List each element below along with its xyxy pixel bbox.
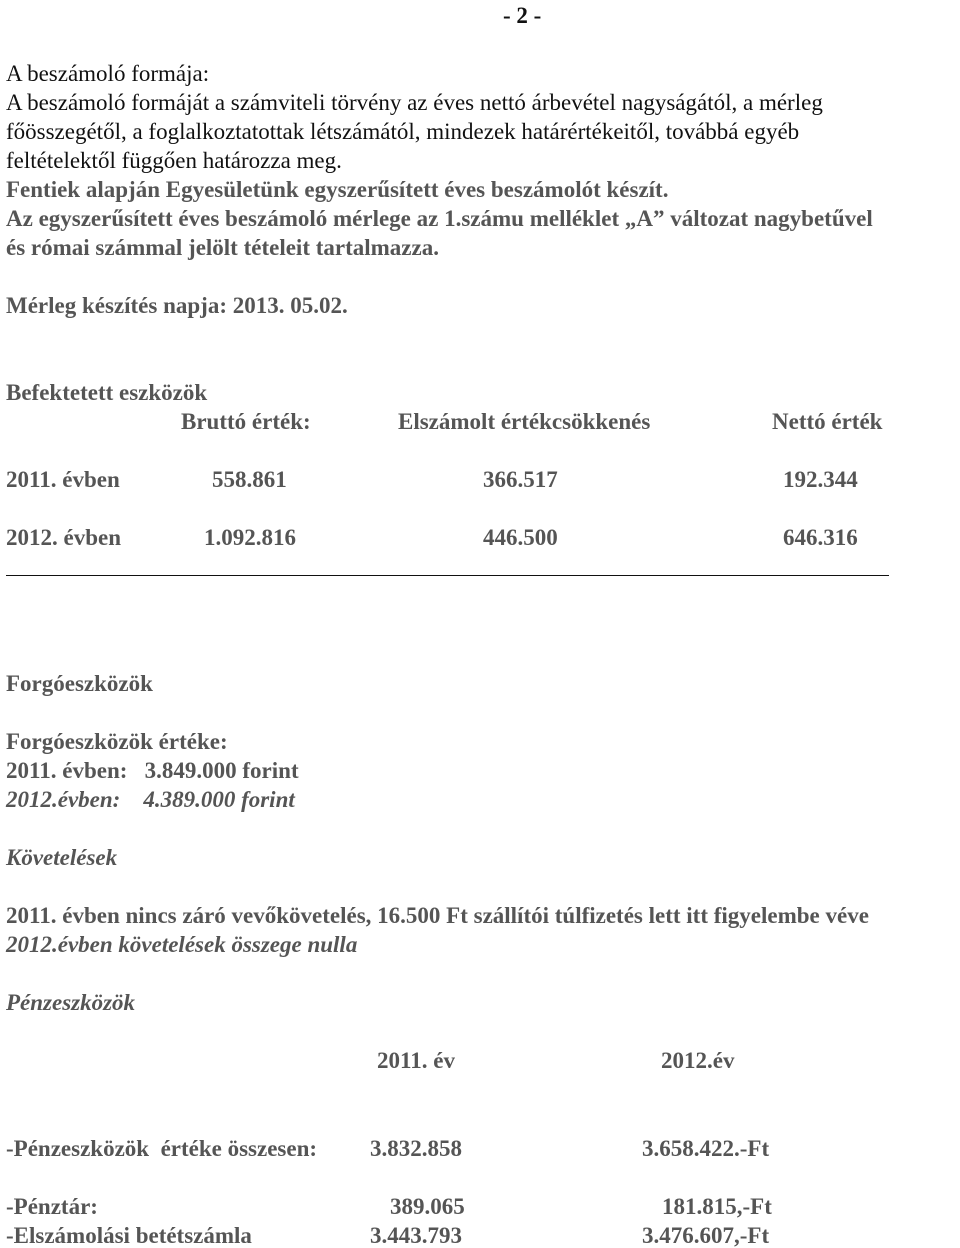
fixed-assets-year: 2011. évben	[6, 467, 120, 492]
paragraph-line: Az egyszerűsített éves beszámoló mérlege az 1.számu melléklet „A” változat nagybetűvel	[6, 206, 873, 231]
cash-row-label: -Pénztár:	[6, 1194, 98, 1219]
fixed-assets-year: 2012. évben	[6, 525, 121, 550]
paragraph-line: és római számmal jelölt tételeit tartalmazza.	[6, 235, 439, 260]
fixed-assets-depreciation: 446.500	[483, 525, 558, 550]
cash-column-2012: 2012.év	[661, 1048, 735, 1073]
fixed-assets-net: 646.316	[783, 525, 858, 550]
cash-column-2011: 2011. év	[377, 1048, 455, 1073]
current-assets-title: Forgóeszközök	[6, 671, 153, 696]
cash-row-2012: 3.476.607,-Ft	[642, 1223, 770, 1248]
cash-row-2012: 3.658.422.-Ft	[642, 1136, 770, 1161]
fixed-assets-net: 192.344	[783, 467, 858, 492]
fixed-assets-gross: 558.861	[212, 467, 287, 492]
column-header-gross: Bruttó érték:	[181, 409, 311, 434]
cash-row-label: -Pénzeszközök értéke összesen:	[6, 1136, 318, 1161]
section-divider	[6, 575, 889, 576]
paragraph-line: Fentiek alapján Egyesületünk egyszerűsített éves beszámolót készít.	[6, 177, 669, 202]
fixed-assets-title: Befektetett eszközök	[6, 380, 208, 405]
cash-title: Pénzeszközök	[6, 990, 136, 1015]
paragraph-line: főösszegétől, a foglalkoztatottak létszámától, mindezek határértékeitől, továbbá egyéb	[6, 119, 800, 144]
cash-row-2011: 389.065	[390, 1194, 465, 1219]
column-header-net: Nettó érték	[772, 409, 883, 434]
cash-row-2012: 181.815,-Ft	[662, 1194, 772, 1219]
page-number: - 2 -	[503, 3, 542, 28]
cash-row-2011: 3.832.858	[370, 1136, 462, 1161]
current-assets-2012: 2012.évben: 4.389.000 forint	[6, 787, 295, 812]
column-header-depreciation: Elszámolt értékcsökkenés	[398, 409, 651, 434]
current-assets-2011: 2011. évben: 3.849.000 forint	[6, 758, 299, 783]
paragraph-line: feltételektől függően határozza meg.	[6, 148, 342, 173]
receivables-2011: 2011. évben nincs záró vevőkövetelés, 16.500 Ft szállítói túlfizetés lett itt figyelembe véve	[6, 903, 869, 928]
receivables-2012: 2012.évben követelések összege nulla	[6, 932, 358, 957]
balance-date: Mérleg készítés napja: 2013. 05.02.	[6, 293, 348, 318]
fixed-assets-gross: 1.092.816	[204, 525, 296, 550]
current-assets-value-label: Forgóeszközök értéke:	[6, 729, 228, 754]
cash-row-label: -Elszámolási betétszámla	[6, 1223, 252, 1248]
paragraph-line: A beszámoló formáját a számviteli törvény az éves nettó árbevétel nagyságától, a mérleg	[6, 90, 823, 115]
cash-row-2011: 3.443.793	[370, 1223, 462, 1248]
section-heading-report-form: A beszámoló formája:	[6, 61, 210, 86]
fixed-assets-depreciation: 366.517	[483, 467, 558, 492]
receivables-title: Követelések	[6, 845, 118, 870]
